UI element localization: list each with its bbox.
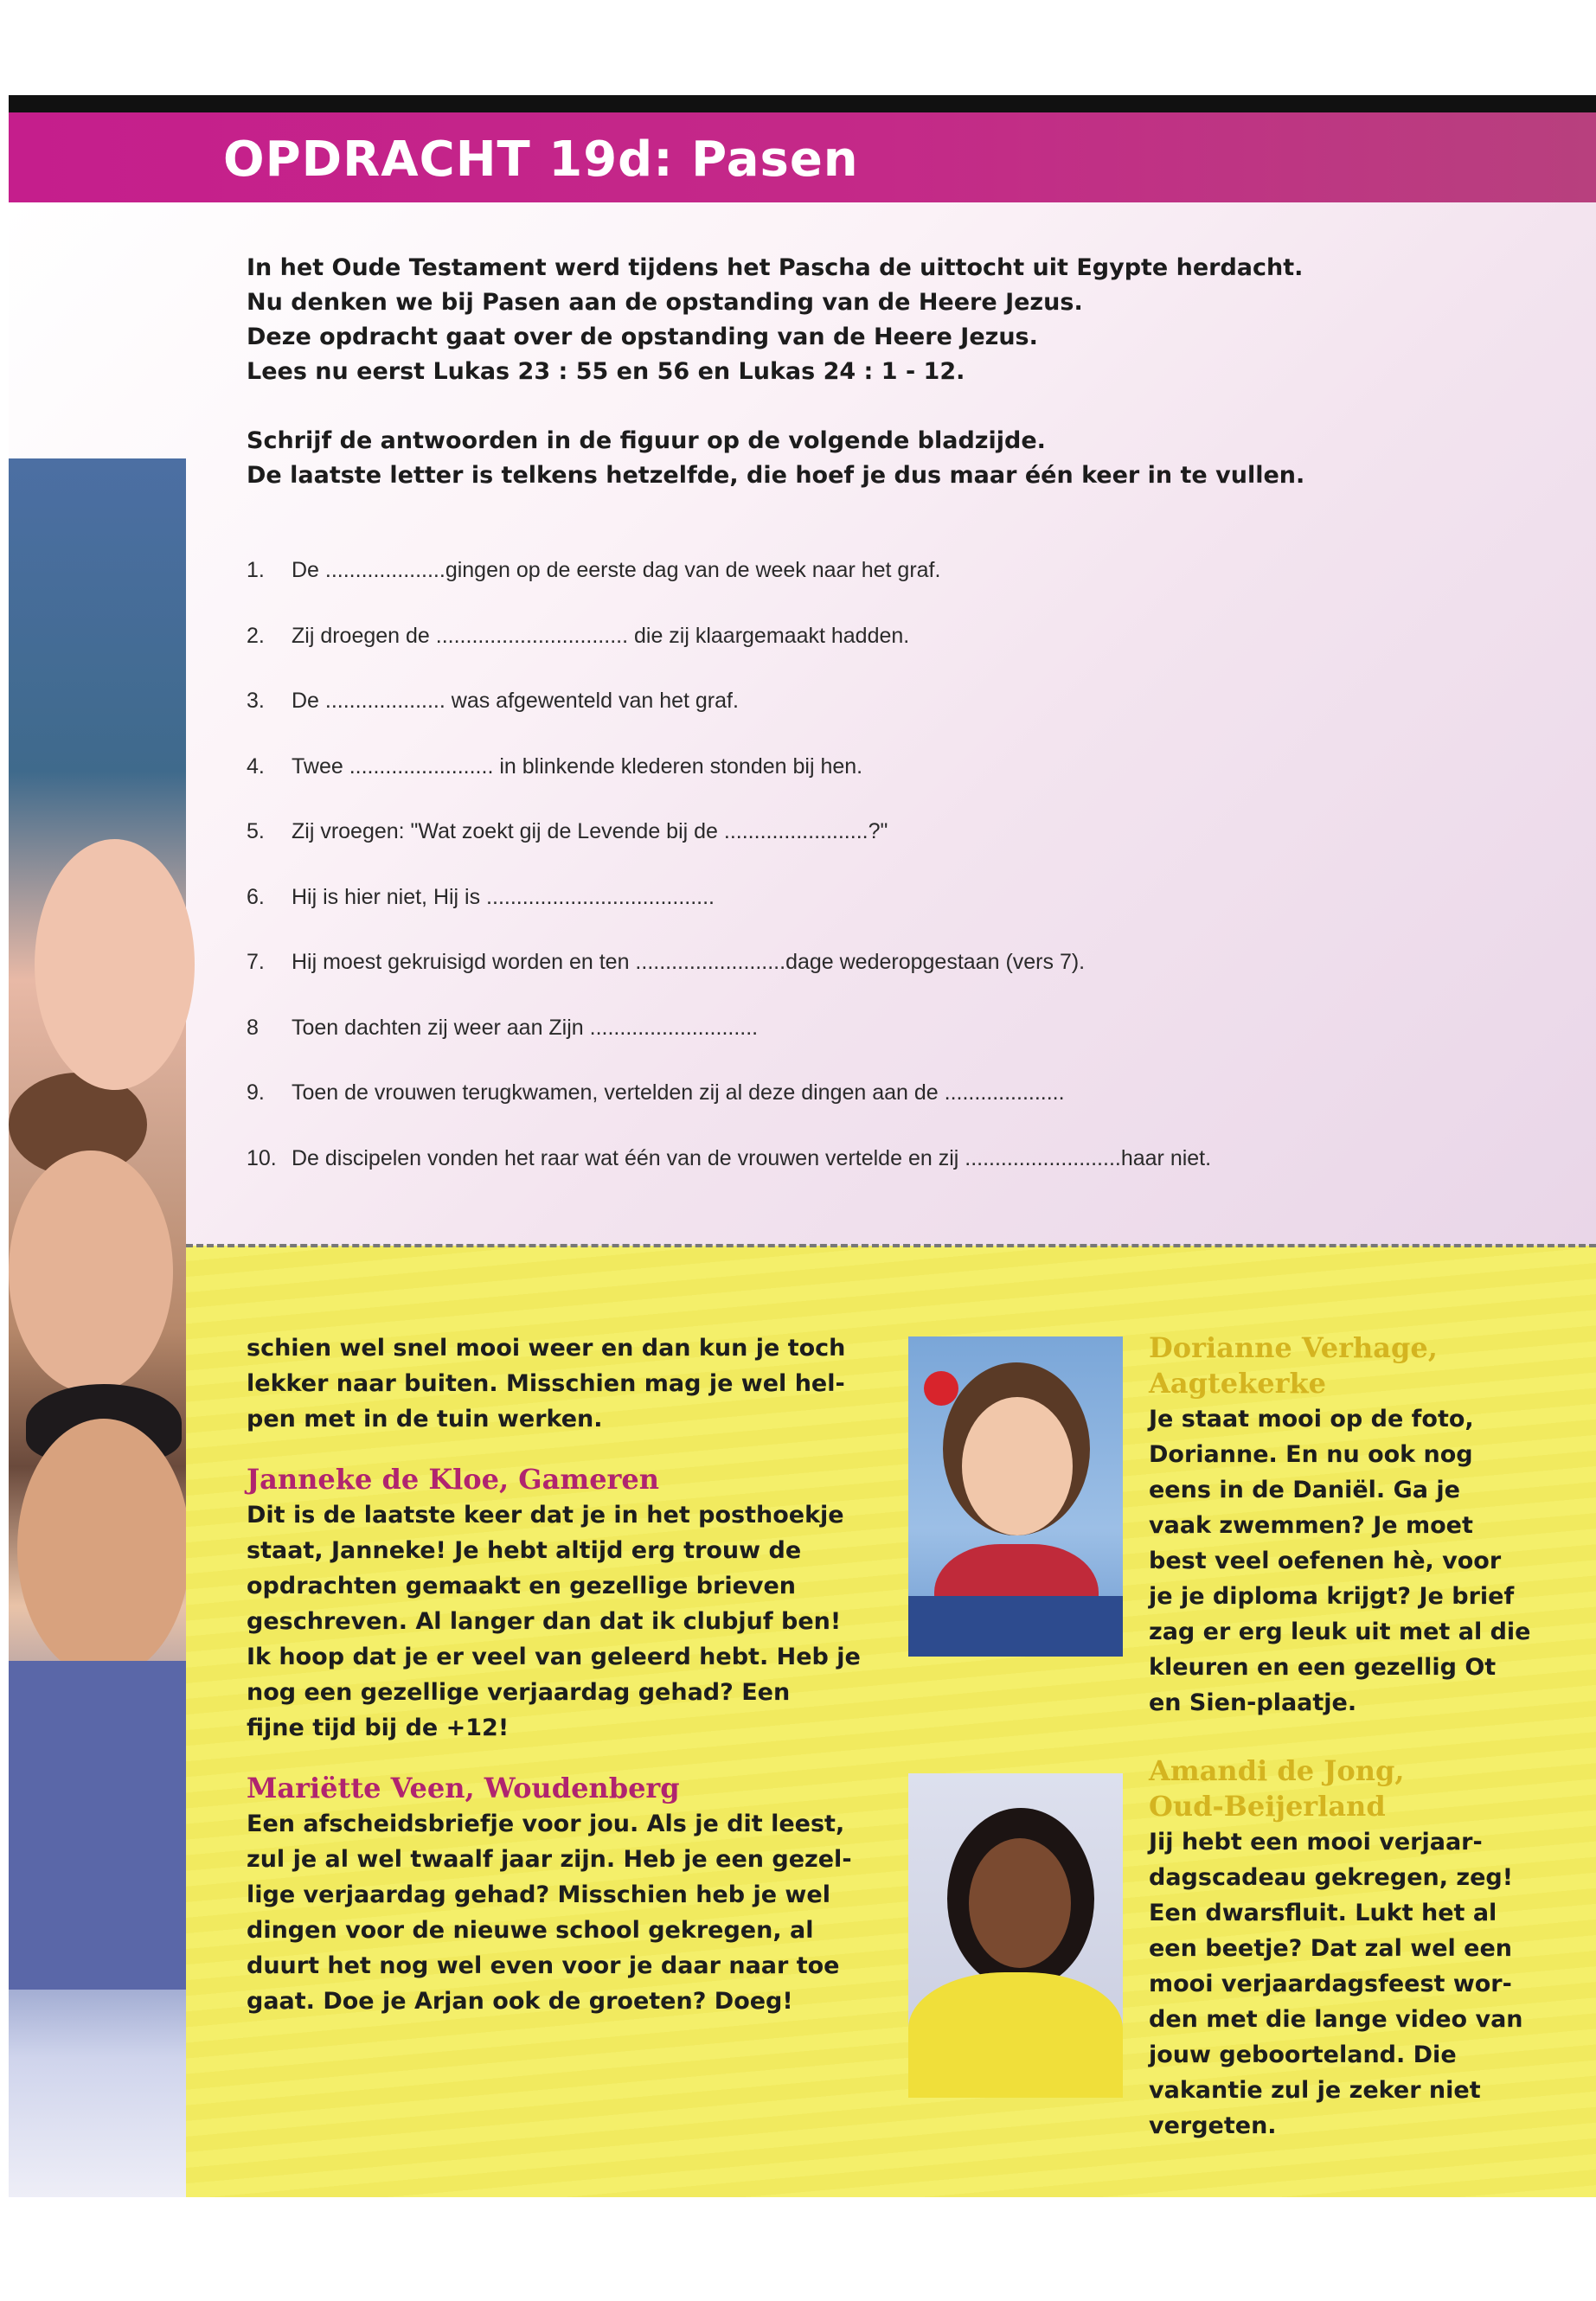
question-number: 6.: [247, 884, 265, 909]
question-item: [247, 819, 1458, 885]
reply-line: lige verjaardag gehad? Misschien heb je wel: [247, 1881, 830, 1908]
intro-line: Deze opdracht gaat over de opstanding van de Heere Jezus.: [247, 324, 1038, 350]
child-face-photo: [9, 1150, 173, 1393]
reply-line: staat, Janneke! Je hebt altijd erg trouw de: [247, 1537, 802, 1564]
intro-text: [247, 251, 1458, 493]
question-text: Zij droegen de ................................ die zij klaargemaakt hadden.: [292, 623, 910, 648]
reply-line: Dit is de laatste keer dat je in het posthoekje: [247, 1502, 844, 1529]
reply-line: gaat. Doe je Arjan ook de groeten? Doeg!: [247, 1988, 793, 2015]
question-item: [247, 885, 1458, 951]
portrait-photo-amandi: [908, 1773, 1123, 2098]
question-item: [247, 1146, 1458, 1212]
reply-line: Jij hebt een mooi verjaar-: [1149, 1829, 1483, 1856]
reply-line: best veel oefenen hè, voor: [1149, 1548, 1502, 1574]
reply-line: nog een gezellige verjaardag gehad? Een: [247, 1679, 791, 1706]
intro-line: In het Oude Testament werd tijdens het Pascha de uittocht uit Egypte herdacht.: [247, 254, 1304, 281]
reply-heading: Oud-Beijerland: [1149, 1790, 1386, 1823]
child-shirt-photo: [9, 1661, 186, 1990]
reply-heading: Aagtekerke: [1149, 1367, 1326, 1400]
photo-sweater: [908, 1972, 1123, 2098]
question-text: De discipelen vonden het raar wat één van de vrouwen vertelde en zij ..........................haar niet.: [292, 1145, 1212, 1170]
question-text: Zij vroegen: "Wat zoekt gij de Levende bij de ........................?": [292, 819, 888, 843]
reply-heading: Amandi de Jong,: [1149, 1754, 1405, 1787]
question-item: [247, 624, 1458, 689]
reply-line: schien wel snel mooi weer en dan kun je toch: [247, 1335, 846, 1362]
letter-reply-continued: [247, 1330, 878, 1437]
reply-heading: Janneke de Kloe, Gameren: [247, 1463, 660, 1496]
question-text: Toen dachten zij weer aan Zijn ............................: [292, 1015, 759, 1040]
page-title: OPDRACHT 19d: Pasen: [223, 131, 859, 188]
reply-heading: Dorianne Verhage,: [1149, 1331, 1438, 1364]
question-item: [247, 1016, 1458, 1081]
reply-line: Dorianne. En nu ook nog: [1149, 1441, 1473, 1468]
reply-line: een beetje? Dat zal wel een: [1149, 1935, 1513, 1962]
reply-line: den met die lange video van: [1149, 2006, 1523, 2033]
intro-line: Nu denken we bij Pasen aan de opstanding van de Heere Jezus.: [247, 289, 1083, 316]
portrait-photo-dorianne: [908, 1336, 1123, 1657]
reply-line: eens in de Daniël. Ga je: [1149, 1477, 1460, 1503]
intro-line: Lees nu eerst Lukas 23 : 55 en 56 en Lukas 24 : 1 - 12.: [247, 358, 965, 385]
instruction-line: De laatste letter is telkens hetzelfde, die hoef je dus maar één keer in te vullen.: [247, 462, 1305, 489]
question-item: [247, 754, 1458, 820]
reply-line: geschreven. Al langer dan dat ik clubjuf ben!: [247, 1608, 842, 1635]
question-number: 3.: [247, 689, 265, 713]
photo-jacket: [908, 1596, 1123, 1657]
reply-line: dingen voor de nieuwe school gekregen, al: [247, 1917, 814, 1944]
question-number: 1.: [247, 558, 265, 582]
question-text: De .................... was afgewenteld van het graf.: [292, 689, 739, 713]
question-text: Hij is hier niet, Hij is ......................................: [292, 884, 715, 909]
posthoek-left-column: [247, 1330, 878, 2043]
question-number: 9.: [247, 1080, 265, 1105]
reply-line: duurt het nog wel even voor je daar naar toe: [247, 1952, 840, 1979]
reply-line: pen met in de tuin werken.: [247, 1406, 603, 1433]
photo-face: [962, 1397, 1073, 1535]
question-text: Toen de vrouwen terugkwamen, vertelden zij al deze dingen aan de ....................: [292, 1080, 1065, 1105]
reply-line: Ik hoop dat je er veel van geleerd hebt. Heb je: [247, 1644, 861, 1670]
reply-line: Een dwarsfluit. Lukt het al: [1149, 1900, 1497, 1926]
question-text: Hij moest gekruisigd worden en ten .........................dage wederopgestaan (vers 7).: [292, 950, 1086, 974]
photo-hair-bow: [924, 1371, 958, 1406]
question-number: 5.: [247, 819, 265, 843]
letter-reply-mariette: [247, 1770, 878, 2019]
question-item: [247, 950, 1458, 1016]
reply-line: Een afscheidsbriefje voor jou. Als je dit leest,: [247, 1811, 845, 1837]
reply-line: fijne tijd bij de +12!: [247, 1715, 510, 1741]
posthoek-right-column: [1149, 1330, 1547, 2144]
reply-line: je je diploma krijgt? Je brief: [1149, 1583, 1515, 1610]
reply-line: dagscadeau gekregen, zeg!: [1149, 1864, 1514, 1891]
question-number: 4.: [247, 753, 265, 779]
letter-reply-amandi: [1149, 1753, 1547, 2144]
reply-line: kleuren en een gezellig Ot: [1149, 1654, 1497, 1681]
reply-line: opdrachten gemaakt en gezellige brieven: [247, 1573, 797, 1599]
photo-face: [969, 1838, 1071, 1968]
question-item: [247, 689, 1458, 754]
question-text: De ....................gingen op de eerste dag van de week naar het graf.: [292, 558, 941, 582]
question-list: [247, 558, 1458, 1211]
reply-line: vaak zwemmen? Je moet: [1149, 1512, 1473, 1539]
question-number: 7.: [247, 950, 265, 974]
top-black-bar: [9, 95, 1596, 114]
reply-line: Je staat mooi op de foto,: [1149, 1406, 1474, 1433]
question-number: 10.: [247, 1145, 277, 1170]
reply-line: vergeten.: [1149, 2112, 1277, 2139]
reply-line: lekker naar buiten. Misschien mag je wel hel-: [247, 1370, 845, 1397]
letter-reply-dorianne: [1149, 1330, 1547, 1721]
question-item: [247, 1080, 1458, 1146]
question-number: 8: [247, 1015, 259, 1040]
dashed-cut-line: [186, 1244, 1596, 1247]
question-item: [247, 558, 1458, 624]
instruction-line: Schrijf de antwoorden in de figuur op de volgende bladzijde.: [247, 427, 1046, 454]
child-face-photo: [17, 1419, 190, 1678]
reply-line: en Sien-plaatje.: [1149, 1689, 1357, 1716]
child-face-photo: [35, 839, 195, 1090]
question-text: Twee ........................ in blinkende klederen stonden bij hen.: [292, 753, 863, 779]
reply-heading: Mariëtte Veen, Woudenberg: [247, 1772, 680, 1804]
reply-line: zag er erg leuk uit met al die: [1149, 1618, 1531, 1645]
reply-line: jouw geboorteland. Die: [1149, 2041, 1457, 2068]
reply-line: mooi verjaardagsfeest wor-: [1149, 1971, 1512, 1997]
reply-line: vakantie zul je zeker niet: [1149, 2077, 1481, 2104]
letter-reply-janneke: [247, 1461, 878, 1746]
question-number: 2.: [247, 623, 265, 648]
reply-line: zul je al wel twaalf jaar zijn. Heb je een gezel-: [247, 1846, 852, 1873]
